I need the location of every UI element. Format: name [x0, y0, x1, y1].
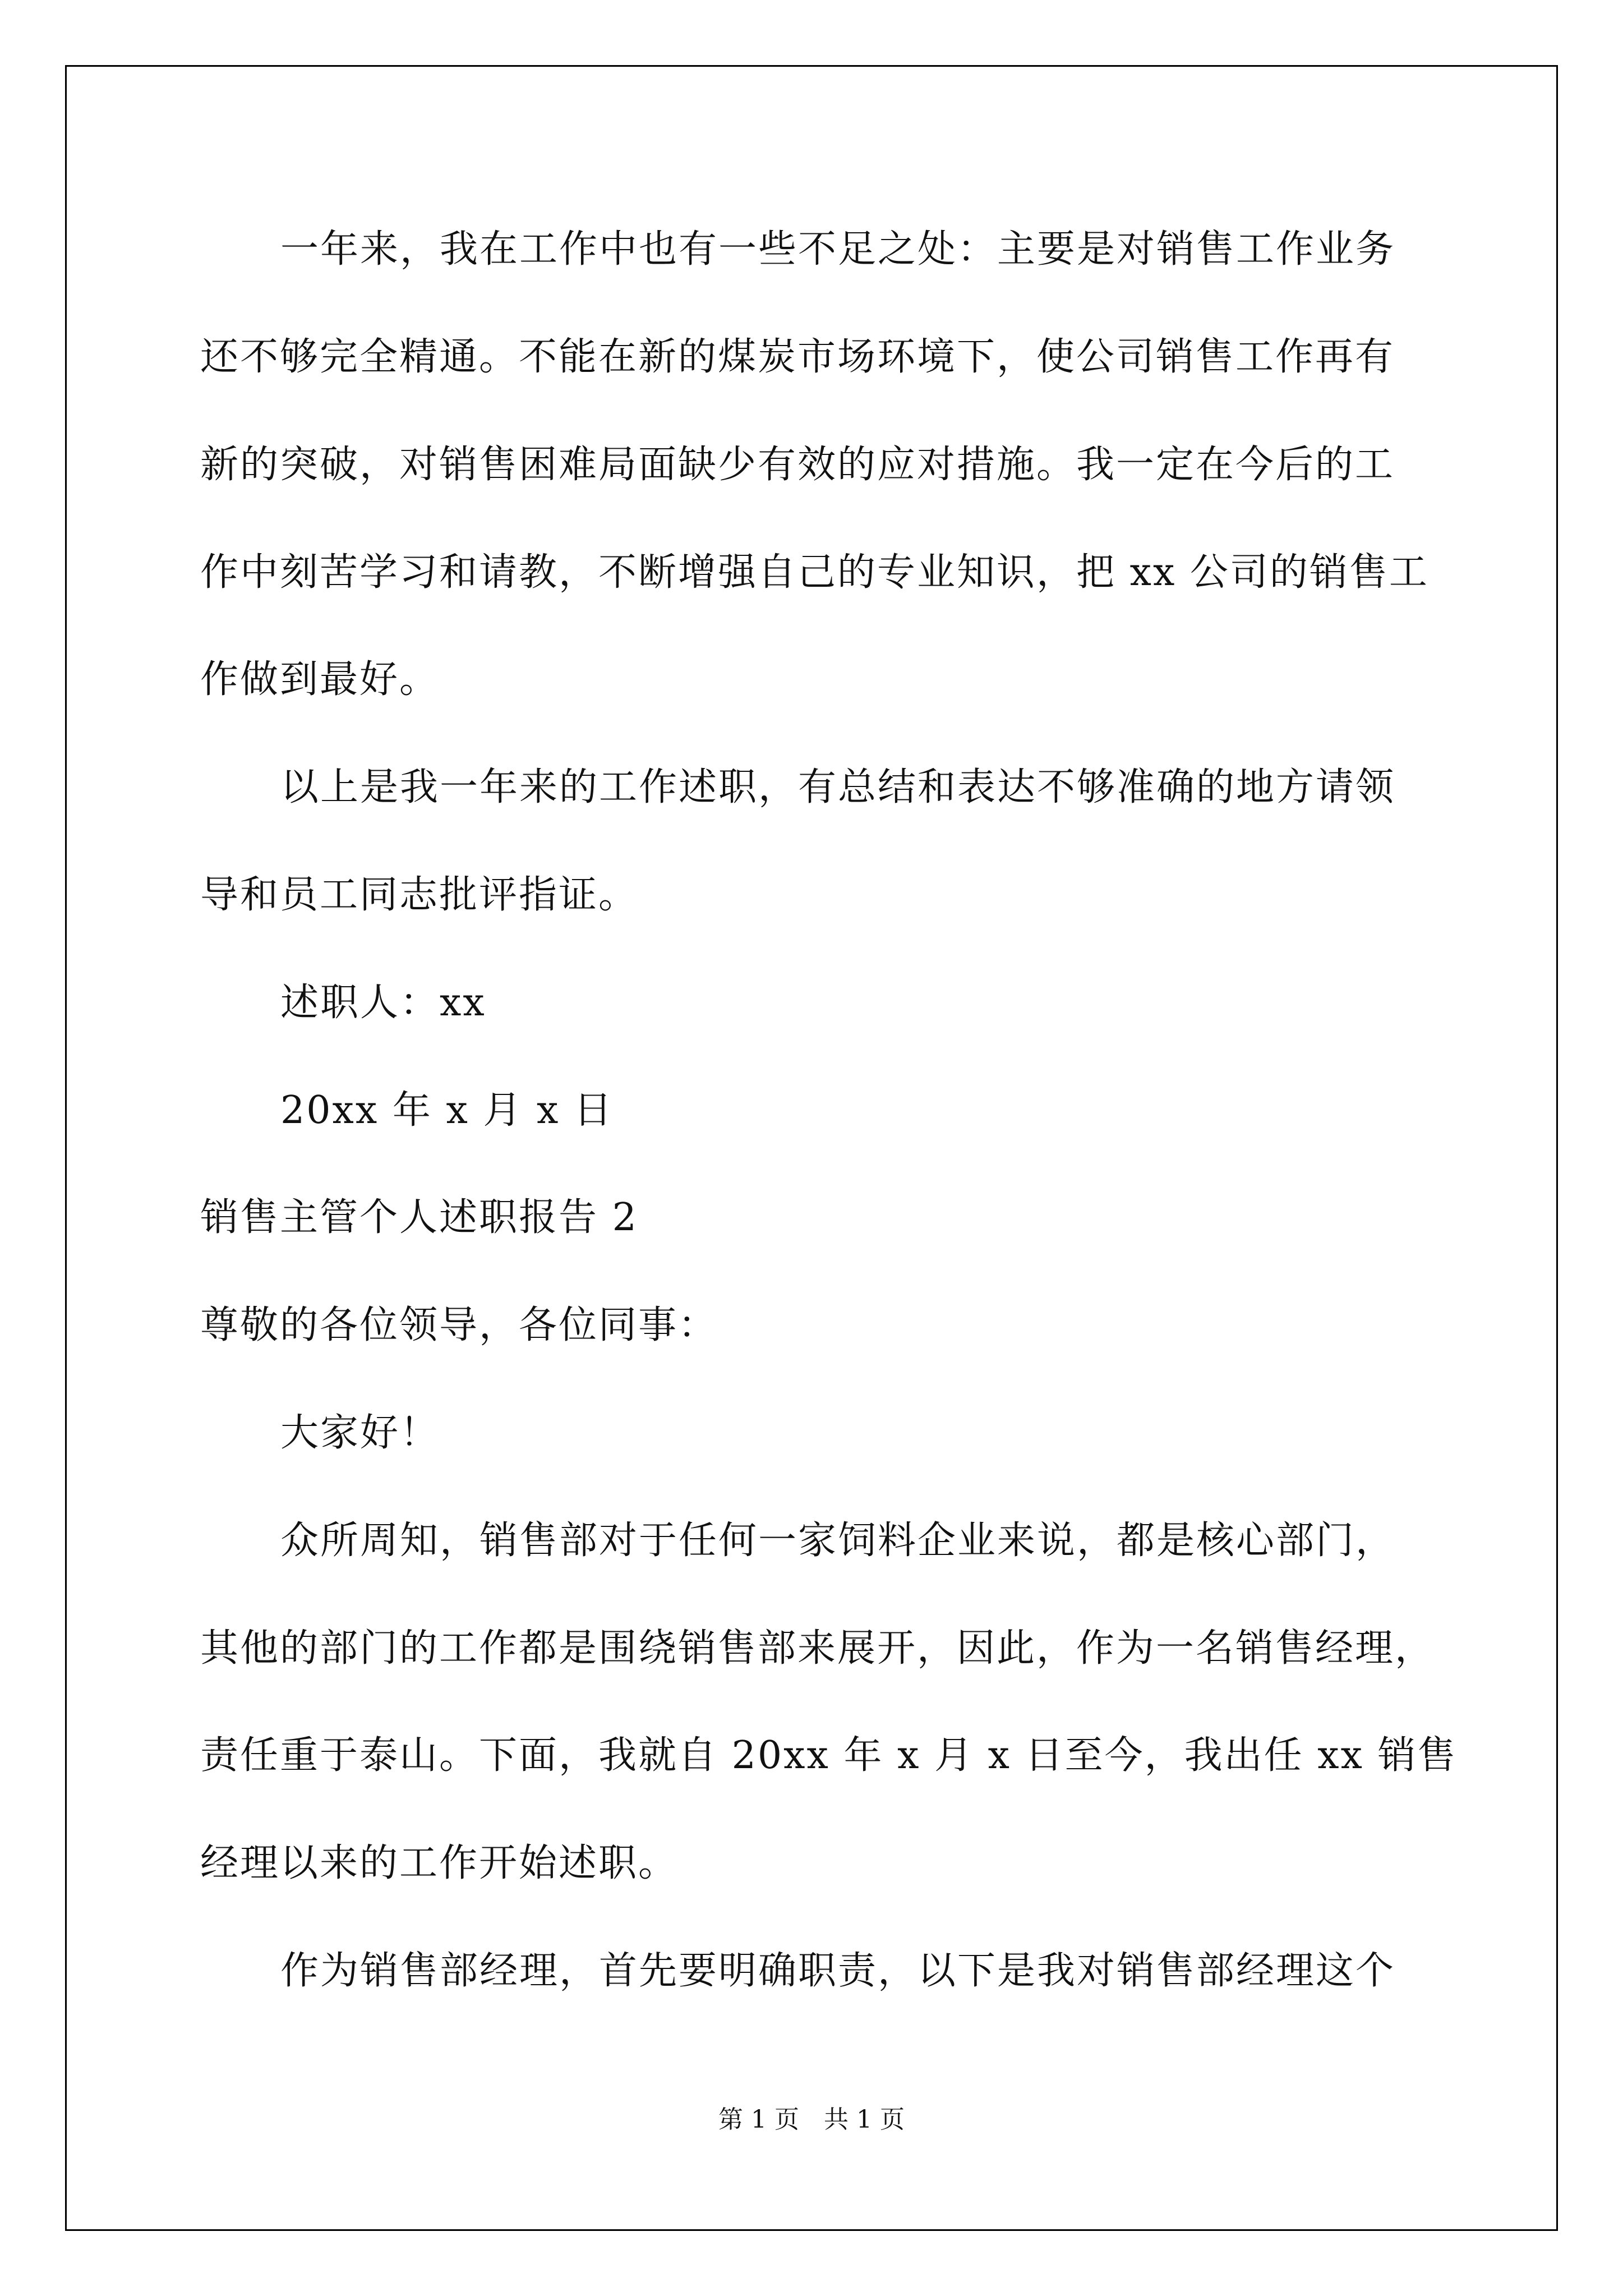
page-border [65, 65, 1558, 2231]
paragraph-line: 新的突破，对销售困难局面缺少有效的应对措施。我一定在今后的工 [200, 443, 1395, 487]
greeting-line: 大家好！ [280, 1411, 440, 1455]
salutation-line: 尊敬的各位领导，各位同事： [200, 1303, 718, 1347]
paragraph-line: 责任重于泰山。下面，我就自 20xx 年 x 月 x 日至今，我出任 xx 销售 [200, 1733, 1458, 1778]
paragraph-line: 作做到最好。 [200, 657, 440, 702]
page-footer: 第 1 页 共 1 页 [718, 2105, 905, 2134]
paragraph-line: 导和员工同志批评指证。 [200, 873, 639, 917]
paragraph-line: 其他的部门的工作都是围绕销售部来展开，因此，作为一名销售经理， [200, 1626, 1435, 1671]
paragraph-line: 经理以来的工作开始述职。 [200, 1841, 679, 1885]
date-line: 20xx 年 x 月 x 日 [280, 1088, 614, 1133]
paragraph-line: 一年来，我在工作中也有一些不足之处：主要是对销售工作业务 [280, 227, 1396, 272]
paragraph-line: 作中刻苦学习和请教，不断增强自己的专业知识，把 xx 公司的销售工 [200, 550, 1429, 595]
paragraph-line: 以上是我一年来的工作述职，有总结和表达不够准确的地方请领 [280, 765, 1396, 809]
paragraph-line: 作为销售部经理，首先要明确职责，以下是我对销售部经理这个 [280, 1949, 1396, 1993]
paragraph-line: 还不够完全精通。不能在新的煤炭市场环境下，使公司销售工作再有 [200, 335, 1395, 379]
section-heading: 销售主管个人述职报告 2 [200, 1195, 638, 1240]
paragraph-line: 众所周知，销售部对于任何一家饲料企业来说，都是核心部门， [280, 1519, 1396, 1563]
signature-line: 述职人：xx [280, 981, 486, 1025]
